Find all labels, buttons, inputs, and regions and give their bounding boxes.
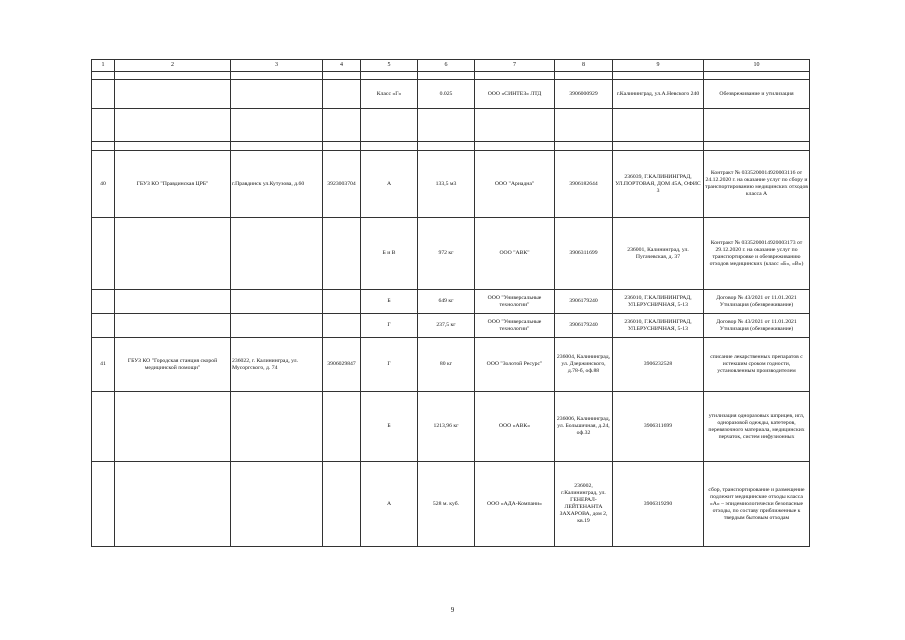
table-cell xyxy=(361,72,418,80)
table-cell xyxy=(115,72,231,80)
table-cell: 3906029847 xyxy=(323,338,361,392)
column-number: 7 xyxy=(475,60,555,72)
table-cell xyxy=(231,72,323,80)
table-cell: 236010, Г.КАЛИНИНГРАД, УЛ.БРУСНИЧНАЯ, 5-13 xyxy=(613,314,704,338)
table-cell: Г xyxy=(361,338,418,392)
table-cell xyxy=(92,72,115,80)
table-row xyxy=(92,392,810,462)
table-cell xyxy=(613,109,704,142)
table-cell: 1213,96 кг xyxy=(418,392,475,462)
table-cell: 3906179240 xyxy=(555,290,613,314)
table-cell: сбор, транспортирование и размещение подлежит медицинские отходы класса «А» – эпидемиологически безопасные отходы, по составу приближенные к твердым бытовым отходам xyxy=(704,462,810,547)
table-cell xyxy=(115,142,231,151)
table-cell: ООО «СИНТЕЗ» ЛТД xyxy=(475,80,555,109)
table-cell: 236022, г. Калининград, ул. Мусоргского, д. 74 xyxy=(231,338,323,392)
table-cell: Договор № 43/2021 от 11.01.2021 Утилизация (обезвреживание) xyxy=(704,314,810,338)
table-cell: 3906179240 xyxy=(555,314,613,338)
table-cell: Б и В xyxy=(361,218,418,290)
column-number: 8 xyxy=(555,60,613,72)
table-cell: А xyxy=(361,151,418,218)
table-cell: Договор № 43/2021 от 11.01.2021 Утилизация (обезвреживание) xyxy=(704,290,810,314)
table-cell: 40 xyxy=(92,151,115,218)
table-cell: 3923003704 xyxy=(323,151,361,218)
table-cell: Обезвреживание и утилизация xyxy=(704,80,810,109)
table-cell xyxy=(704,142,810,151)
table-cell xyxy=(92,290,115,314)
table-cell xyxy=(613,142,704,151)
column-number: 9 xyxy=(613,60,704,72)
table-cell xyxy=(555,109,613,142)
table-cell: ГБУЗ КО "Городская станция скорой медицинской помощи" xyxy=(115,338,231,392)
table-row xyxy=(92,218,810,290)
table-cell xyxy=(92,142,115,151)
column-number: 2 xyxy=(115,60,231,72)
table-cell xyxy=(418,72,475,80)
table-cell xyxy=(323,462,361,547)
table-cell xyxy=(115,462,231,547)
table-cell: ООО "Универсальные технологии" xyxy=(475,314,555,338)
table-cell xyxy=(115,109,231,142)
table-cell: 3906000929 xyxy=(555,80,613,109)
table-cell xyxy=(323,290,361,314)
table-cell xyxy=(231,142,323,151)
table-cell xyxy=(323,142,361,151)
table-cell: 236010, Г.КАЛИНИНГРАД, УЛ.БРУСНИЧНАЯ, 5-13 xyxy=(613,290,704,314)
table-cell xyxy=(115,80,231,109)
table-row xyxy=(92,151,810,218)
table-cell xyxy=(92,80,115,109)
table-cell xyxy=(323,72,361,80)
table-cell xyxy=(323,80,361,109)
table-cell xyxy=(231,218,323,290)
table-cell: 972 кг xyxy=(418,218,475,290)
table-row xyxy=(92,290,810,314)
table-cell xyxy=(92,314,115,338)
table-cell: ООО «АВК» xyxy=(475,392,555,462)
table-cell: ООО "Ариадна" xyxy=(475,151,555,218)
table-row xyxy=(92,462,810,547)
table-cell xyxy=(231,109,323,142)
table-cell: 3906319290 xyxy=(613,462,704,547)
table-cell: ООО "Золотой Ресурс" xyxy=(475,338,555,392)
table-row xyxy=(92,80,810,109)
table-cell: 3906182644 xyxy=(555,151,613,218)
table-cell: ООО «АДА-Компани» xyxy=(475,462,555,547)
table-row xyxy=(92,72,810,80)
table-cell xyxy=(92,392,115,462)
table-cell xyxy=(115,218,231,290)
table-cell xyxy=(323,314,361,338)
column-number: 1 xyxy=(92,60,115,72)
table-cell: ООО "АВК" xyxy=(475,218,555,290)
table-cell xyxy=(115,314,231,338)
table-cell xyxy=(231,80,323,109)
column-number: 6 xyxy=(418,60,475,72)
table-cell: 3906311699 xyxy=(613,392,704,462)
table-cell: Б xyxy=(361,392,418,462)
table-cell: г.Калининград, ул.А.Невского 240 xyxy=(613,80,704,109)
table-cell xyxy=(475,72,555,80)
table-cell xyxy=(361,109,418,142)
table-cell: 237,5 кг xyxy=(418,314,475,338)
table-cell xyxy=(231,314,323,338)
table-cell xyxy=(555,72,613,80)
table-cell: 649 кг xyxy=(418,290,475,314)
column-number: 3 xyxy=(231,60,323,72)
table-cell: 236001, Калининград, ул. Пугачевская, д. 37 xyxy=(613,218,704,290)
table-cell xyxy=(231,462,323,547)
table-cell: Класс «Г» xyxy=(361,80,418,109)
table-cell: 0.025 xyxy=(418,80,475,109)
table-cell: 236002, г.Калининград, ул. ГЕНЕРАЛ-ЛЕЙТЕНАНТА ЗАХАРОВА, дом 2, кв.19 xyxy=(555,462,613,547)
table-cell: г.Правдинск ул.Кутузова, д.60 xyxy=(231,151,323,218)
table-cell: 236039, Г.КАЛИНИНГРАД, УЛ.ПОРТОВАЯ, ДОМ 45А, ОФИС 3 xyxy=(613,151,704,218)
table-cell xyxy=(475,142,555,151)
page-number: 9 xyxy=(450,606,455,614)
table-cell: Контракт № 0335200014920003116 от 24.12.2020 г. на оказание услуг по сбору и транспортированию медицинских отходов класса А xyxy=(704,151,810,218)
table-cell: 236004, Калининград, ул. Дзержинского, д.78-б, оф.88 xyxy=(555,338,613,392)
table-cell xyxy=(323,218,361,290)
column-number: 5 xyxy=(361,60,418,72)
table-row xyxy=(92,314,810,338)
table-cell: ГБУЗ КО "Правдинская ЦРБ" xyxy=(115,151,231,218)
column-number: 4 xyxy=(323,60,361,72)
column-number: 10 xyxy=(704,60,810,72)
table-cell xyxy=(613,72,704,80)
table-cell xyxy=(704,72,810,80)
table-cell: А xyxy=(361,462,418,547)
table-cell: 3906232528 xyxy=(613,338,704,392)
table-cell xyxy=(92,462,115,547)
table-cell: 528 м. куб. xyxy=(418,462,475,547)
table-cell xyxy=(323,392,361,462)
table-cell: Контракт № 0335200014920003173 от 29.12.2020 г. на оказание услуг по транспортировке и обезвреживанию отходов медицинских (класс «Б», «В») xyxy=(704,218,810,290)
table-cell xyxy=(555,142,613,151)
table-cell: 41 xyxy=(92,338,115,392)
table-cell xyxy=(418,142,475,151)
waste-disposal-table xyxy=(91,59,810,547)
table-cell xyxy=(92,218,115,290)
table-cell: утилизация одноразовых шприцев, игл, одноразовой одежды, катетеров, перевязочного материала, медицинских перчаток, систем инфузионных xyxy=(704,392,810,462)
table-cell: ООО "Универсальные технологии" xyxy=(475,290,555,314)
table-cell xyxy=(418,109,475,142)
table-row xyxy=(92,109,810,142)
table-cell xyxy=(323,109,361,142)
table-cell: 133,5 м3 xyxy=(418,151,475,218)
table-row xyxy=(92,338,810,392)
table-row xyxy=(92,142,810,151)
table-cell xyxy=(115,392,231,462)
table-cell xyxy=(115,290,231,314)
table-cell: Б xyxy=(361,290,418,314)
table-cell xyxy=(92,109,115,142)
table-cell: списание лекарственных препаратов с истекшим сроком годности, установленным производителем xyxy=(704,338,810,392)
table-cell xyxy=(704,109,810,142)
table-cell: Г xyxy=(361,314,418,338)
table-cell xyxy=(231,392,323,462)
table-cell xyxy=(361,142,418,151)
table-cell: 80 кг xyxy=(418,338,475,392)
table-cell xyxy=(475,109,555,142)
table-body xyxy=(92,60,810,547)
table-cell: 236006, Калининград, ул. Большичная, д.24, оф.32 xyxy=(555,392,613,462)
table-cell xyxy=(231,290,323,314)
table-cell: 3906311699 xyxy=(555,218,613,290)
column-number-row xyxy=(92,60,810,72)
